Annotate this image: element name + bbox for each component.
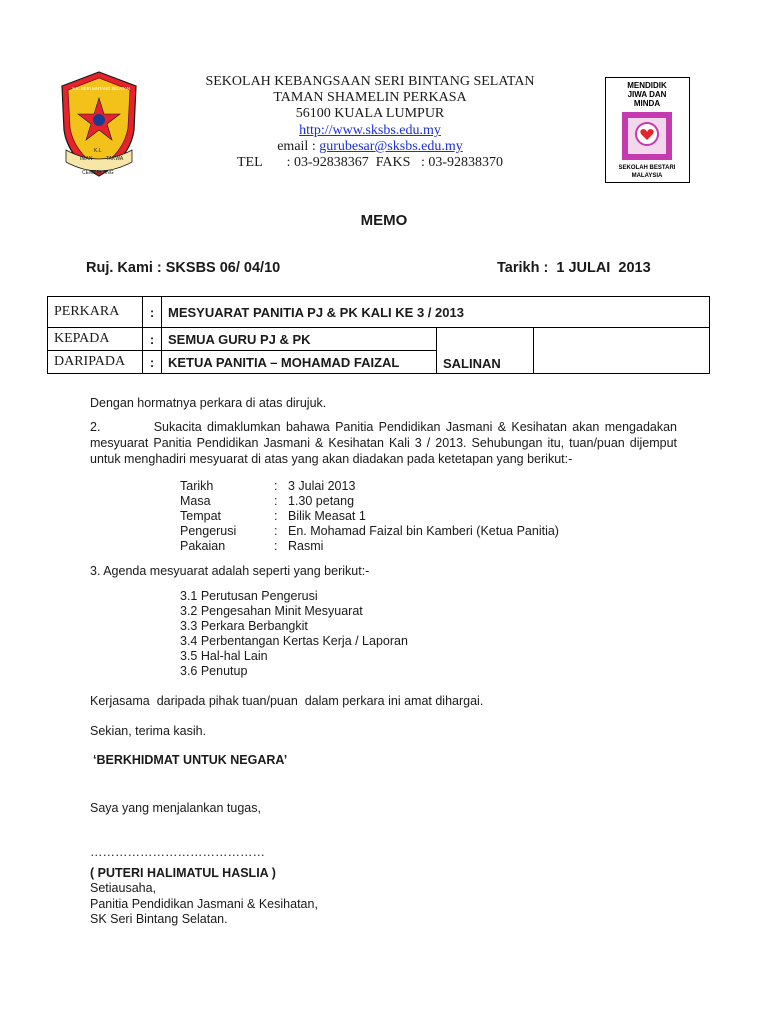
agenda-intro: 3. Agenda mesyuarat adalah seperti yang berikut:- (90, 564, 370, 578)
svg-text:K.L: K.L (94, 148, 102, 154)
svg-text:S.K. SERI BINTANG SELATAN: S.K. SERI BINTANG SELATAN (72, 86, 130, 91)
detail-value: Rasmi (288, 539, 324, 553)
svg-text:SEKOLAH BESTARI: SEKOLAH BESTARI (618, 165, 676, 171)
svg-text:MENDIDIK: MENDIDIK (627, 81, 667, 90)
salinan-value (534, 328, 710, 374)
agenda-item: 3.2 Pengesahan Minit Mesyuarat (180, 604, 363, 618)
greeting-text: Dengan hormatnya perkara di atas dirujuk. (90, 396, 327, 410)
email-label: email : (277, 139, 316, 154)
para2-line-1: 2. Sukacita dimaklumkan bahawa Panitia Pendidikan Jasmani & Kesihatan akan mengadakan (90, 420, 677, 434)
tel-fax-line: TEL : 03-92838367 FAKS : 03-92838370 (237, 155, 503, 170)
detail-colon: : (274, 479, 278, 493)
salinan-label: SALINAN (437, 328, 534, 374)
perkara-label: PERKARA (48, 297, 143, 328)
signatory-position-3: SK Seri Bintang Selatan. (90, 912, 228, 926)
para2-line-3: untuk menghadiri mesyuarat di atas yang akan diadakan pada ketetapan yang berikut:- (90, 452, 573, 466)
detail-key: Tarikh (180, 479, 214, 493)
svg-text:TAKWA: TAKWA (106, 156, 124, 162)
colon: : (143, 351, 162, 374)
kepada-value: SEMUA GURU PJ & PK (162, 328, 437, 351)
detail-colon: : (274, 509, 278, 523)
detail-colon: : (274, 539, 278, 553)
address-line-1: TAMAN SHAMELIN PERKASA (273, 90, 467, 105)
para2-line-2: mesyuarat Panitia Pendidikan Jasmani & Kesihatan Kali 3 / 2013. Sehubungan itu, tuan/puan dijemput (90, 436, 677, 450)
memo-title: MEMO (360, 212, 408, 229)
svg-text:MALAYSIA: MALAYSIA (631, 173, 663, 179)
signatory-position-2: Panitia Pendidikan Jasmani & Kesihatan, (90, 897, 318, 911)
svg-text:MINDA: MINDA (633, 99, 661, 108)
agenda-item: 3.5 Hal-hal Lain (180, 649, 268, 663)
agenda-item: 3.6 Penutup (180, 664, 248, 678)
duty-line: Saya yang menjalankan tugas, (90, 801, 261, 815)
sekolah-bestari-badge (605, 77, 690, 183)
email-row (190, 139, 550, 155)
detail-value: 1.30 petang (288, 494, 355, 508)
detail-key: Masa (180, 494, 211, 508)
agenda-item: 3.1 Perutusan Pengerusi (180, 589, 318, 603)
colon: : (143, 328, 162, 351)
memo-date: Tarikh : 1 JULAI 2013 (497, 260, 651, 276)
svg-text:CEMERLANG: CEMERLANG (82, 170, 114, 176)
detail-key: Tempat (180, 509, 221, 523)
closing-appreciation: Kerjasama daripada pihak tuan/puan dalam perkara ini amat dihargai. (90, 694, 484, 708)
detail-value: Bilik Measat 1 (288, 509, 366, 523)
detail-key: Pengerusi (180, 524, 237, 538)
kepada-label: KEPADA (48, 328, 143, 351)
website-link[interactable]: http://www.sksbs.edu.my (299, 123, 441, 138)
signature-dots: …………………………………… (90, 845, 265, 859)
motto: ‘BERKHIDMAT UNTUK NEGARA’ (93, 753, 288, 767)
website-row (190, 123, 550, 139)
memo-info-table (47, 296, 710, 374)
school-crest-logo (60, 70, 138, 182)
reference-number: Ruj. Kami : SKSBS 06/ 04/10 (86, 260, 281, 276)
svg-text:IMAN: IMAN (80, 156, 93, 162)
detail-colon: : (274, 524, 278, 538)
closing-thanks: Sekian, terima kasih. (90, 724, 207, 738)
address-line-2: 56100 KUALA LUMPUR (295, 106, 445, 121)
daripada-label: DARIPADA (48, 351, 143, 374)
perkara-value: MESYUARAT PANITIA PJ & PK KALI KE 3 / 2013 (162, 297, 710, 328)
signatory-name: ( PUTERI HALIMATUL HASLIA ) (90, 866, 276, 880)
detail-key: Pakaian (180, 539, 226, 553)
daripada-value: KETUA PANITIA – MOHAMAD FAIZAL (162, 351, 437, 374)
agenda-item: 3.3 Perkara Berbangkit (180, 619, 308, 633)
detail-value: 3 Julai 2013 (288, 479, 356, 493)
detail-value: En. Mohamad Faizal bin Kamberi (Ketua Panitia) (288, 524, 559, 538)
school-name: SEKOLAH KEBANGSAAN SERI BINTANG SELATAN (205, 74, 535, 89)
detail-colon: : (274, 494, 278, 508)
svg-text:JIWA DAN: JIWA DAN (627, 90, 667, 99)
signatory-position-1: Setiausaha, (90, 881, 157, 895)
agenda-item: 3.4 Perbentangan Kertas Kerja / Laporan (180, 634, 408, 648)
colon: : (143, 297, 162, 328)
email-link[interactable]: gurubesar@sksbs.edu.my (319, 139, 463, 154)
